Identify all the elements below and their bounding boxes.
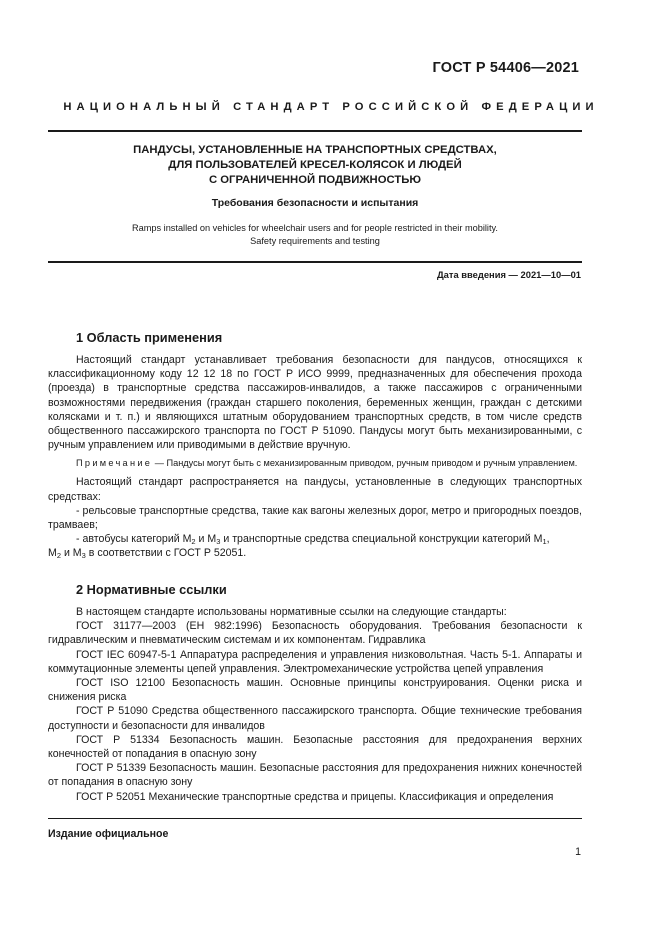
note: [48, 457, 582, 470]
section-1-paragraph-2: Настоящий стандарт распространяется на пандусы, установленные в следующих транспортных средствах:: [48, 476, 582, 503]
section-1-heading: 1 Область применения: [76, 330, 223, 345]
top-divider: [48, 130, 582, 132]
reference-item: ГОСТ 31177—2003 (ЕН 982:1996) Безопасность оборудования. Требования безопасности к гидравлическим и пневматическим системам и их компонентам. Гидравлика: [48, 620, 582, 647]
note-text: — Пандусы могут быть с механизированным приводом, ручным приводом и ручным управлением.: [152, 458, 578, 469]
section-2-intro: В настоящем стандарте использованы нормативные ссылки на следующие стандарты:: [76, 606, 507, 618]
vehicle-list-item-2: - автобусы категорий $М_2$ и $М_3$ и транспортные средства специальной конструкции категорий $М_1$,: [76, 533, 550, 547]
section-2-heading: 2 Нормативные ссылки: [76, 582, 227, 597]
page-number: 1: [575, 846, 581, 858]
title-line-1: ПАНДУСЫ, УСТАНОВЛЕННЫЕ НА ТРАНСПОРТНЫХ СРЕДСТВАХ,: [133, 144, 497, 156]
english-title: [48, 222, 582, 248]
reference-item: ГОСТ Р 51334 Безопасность машин. Безопасные расстояния для предохранения верхних конечностей от попадания в опасную зону: [48, 733, 582, 761]
vehicle-list-item-1: - рельсовые транспортные средства, такие как вагоны железных дорог, метро и пригородных поездов, трамваев;: [48, 504, 582, 532]
national-standard-banner: НАЦИОНАЛЬНЫЙ СТАНДАРТ РОССИЙСКОЙ ФЕДЕРАЦИИ: [63, 101, 599, 113]
vehicle-list-item-2-continued: $М_2$ и $М_3$ в соответствии с ГОСТ Р 52051.: [48, 547, 247, 561]
document-number: ГОСТ Р 54406—2021: [432, 60, 579, 76]
section-2-body: [48, 605, 582, 804]
introduction-date: Дата введения — 2021—10—01: [436, 269, 581, 280]
title-line-3: С ОГРАНИЧЕННОЙ ПОДВИЖНОСТЬЮ: [208, 174, 422, 186]
section-1-body: [48, 353, 582, 561]
reference-item: ГОСТ Р 52051 Механические транспортные средства и прицепы. Классификация и определения: [76, 790, 554, 803]
reference-item: ГОСТ IEC 60947-5-1 Аппаратура распределения и управления низковольтная. Часть 5-1. Аппараты и коммутационные элементы цепей управления. Электромеханические устройства цепей управления: [48, 648, 582, 675]
official-edition-label: Издание официальное: [48, 828, 169, 840]
note-label: Примечание: [76, 458, 153, 469]
title-line-2: ДЛЯ ПОЛЬЗОВАТЕЛЕЙ КРЕСЕЛ-КОЛЯСОК И ЛЮДЕЙ: [168, 159, 462, 171]
bottom-title-divider: [48, 261, 582, 263]
english-title-line-2: Safety requirements and testing: [250, 236, 380, 246]
reference-item: ГОСТ ISO 12100 Безопасность машин. Основные принципы конструирования. Оценки риска и снижения риска: [48, 677, 582, 704]
document-title: [48, 143, 582, 188]
reference-item: ГОСТ Р 51339 Безопасность машин. Безопасные расстояния для предохранения нижних конечностей от попадания в опасную зону: [48, 762, 582, 789]
reference-item: ГОСТ Р 51090 Средства общественного пассажирского транспорта. Общие технические требования доступности и безопасности для инвалидов: [48, 705, 582, 732]
footer-divider: [48, 818, 582, 819]
english-title-line-1: Ramps installed on vehicles for wheelchair users and for people restricted in their mobility.: [132, 223, 498, 233]
document-subtitle: Требования безопасности и испытания: [211, 197, 419, 209]
section-1-paragraph-1: Настоящий стандарт устанавливает требования безопасности для пандусов, относящихся к классификационному коду 12 12 18 по ГОСТ Р ИСО 9999, предназначенных для обеспечения прохода (проезда) в транспортные средства пассажиров-инвалидов, а также пассажиров с ограниченными возможностями передвижения (граждан старшего поколения, беременных женщин, граждан с детскими колясками и т. п.) и являющихся штатным оборудованием транспортных средств, в том числе средств общественного пассажирского транспорта по ГОСТ Р 51090. Пандусы могут быть механизированными, с ручным управлением или приводимыми в действие вручную.: [48, 354, 582, 452]
